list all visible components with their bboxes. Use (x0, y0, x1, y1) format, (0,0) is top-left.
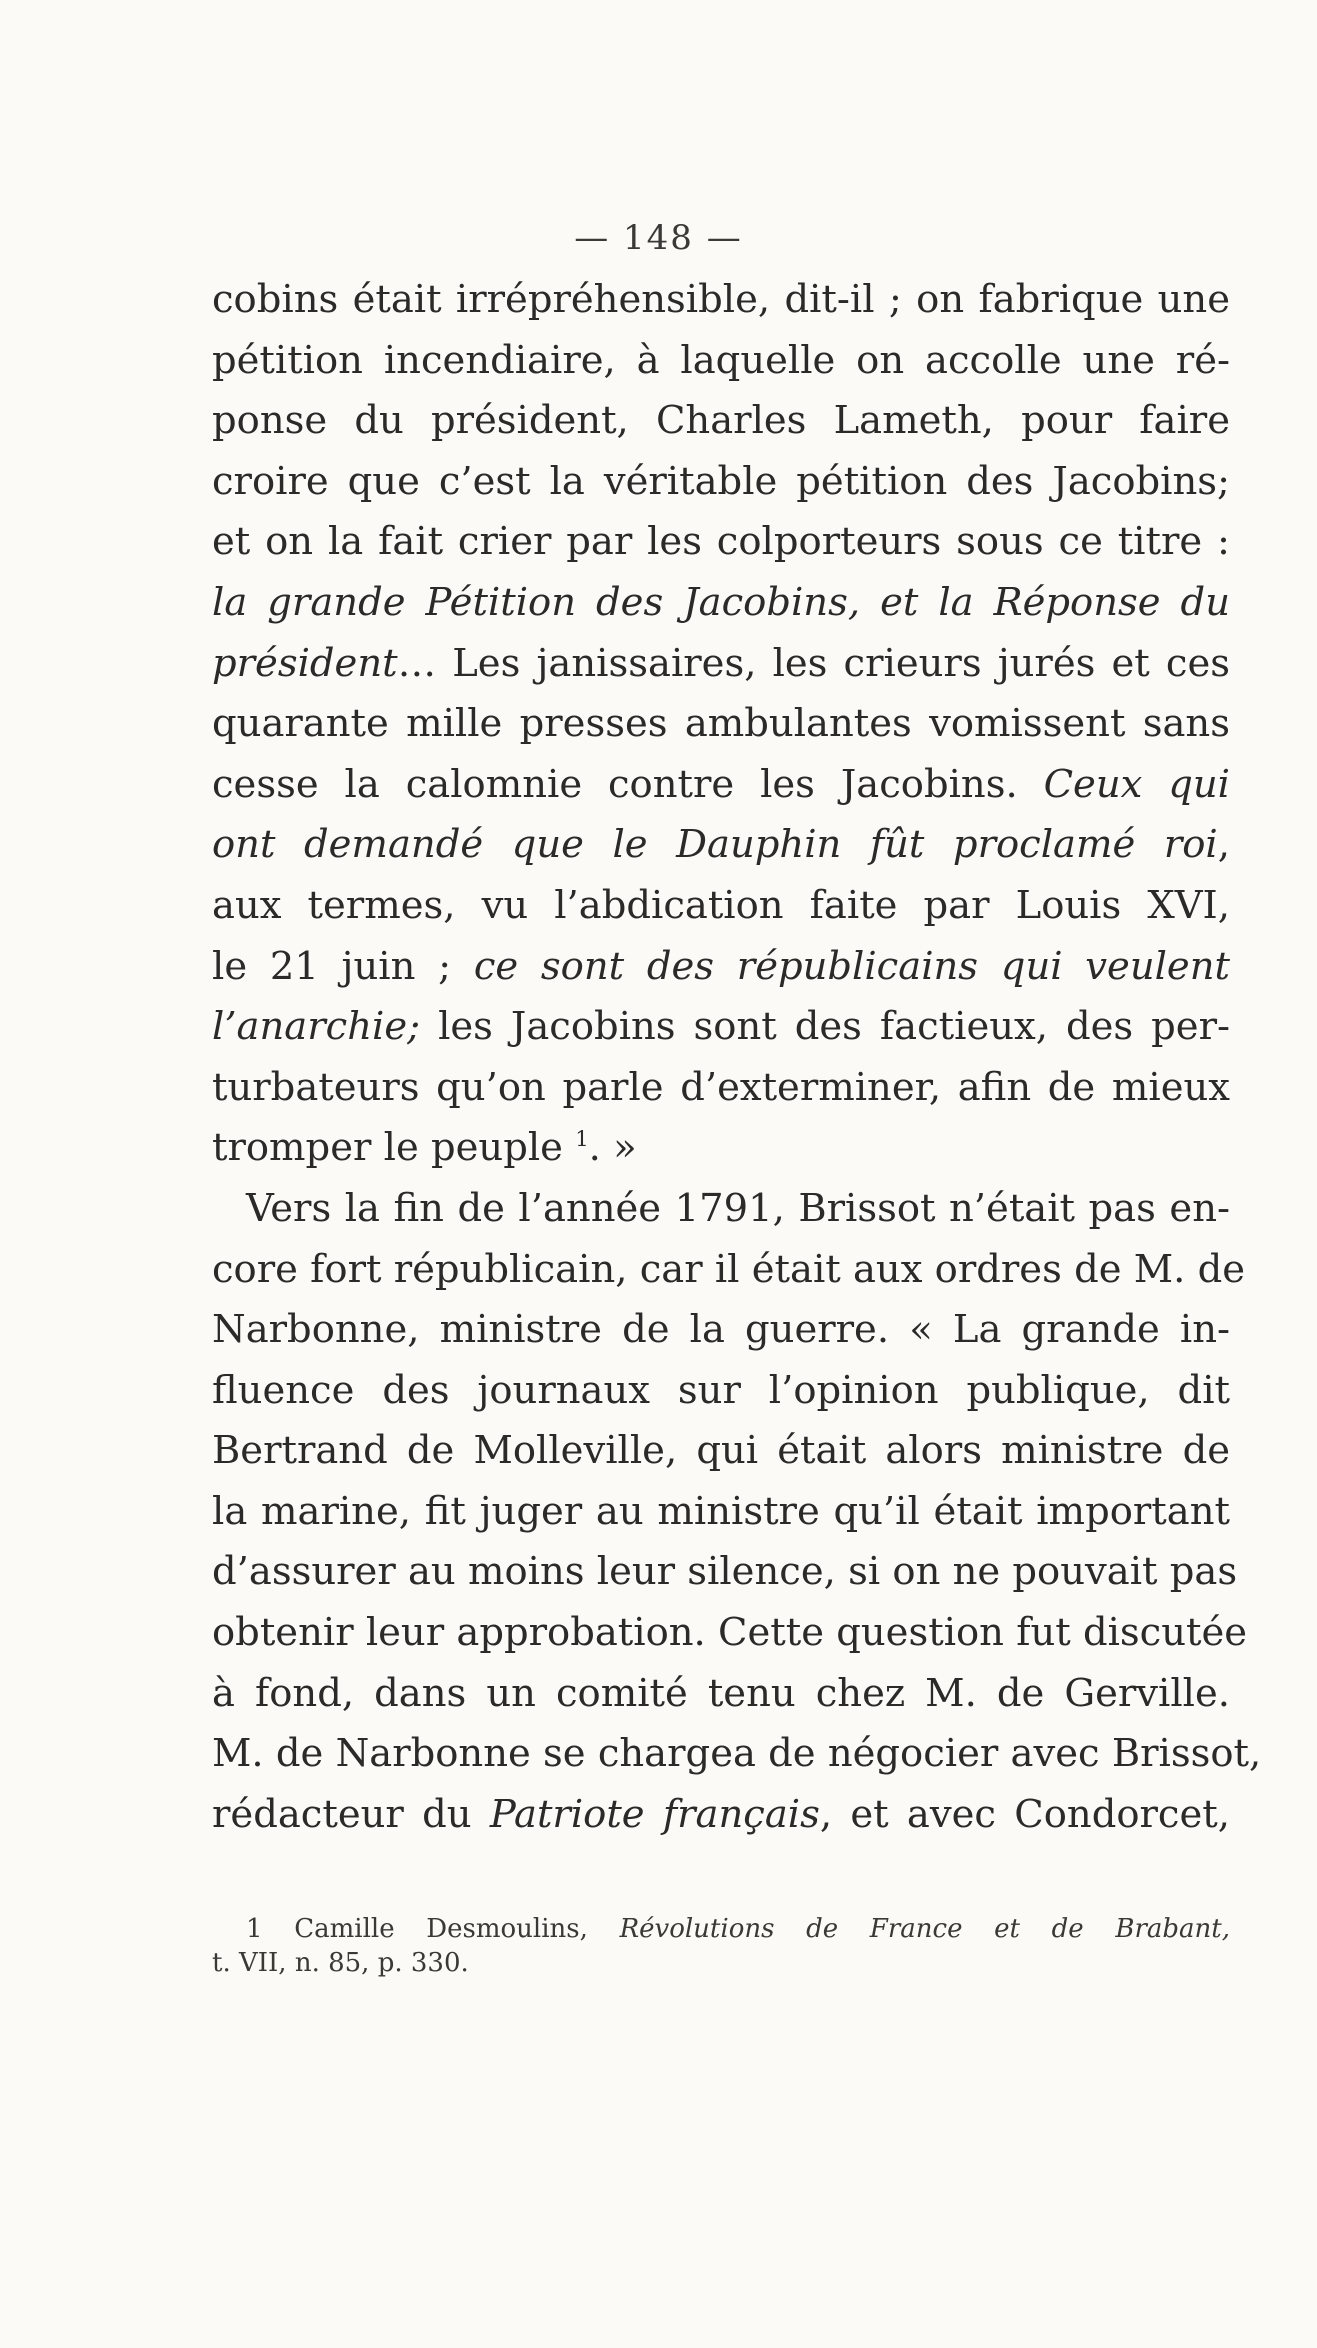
text-line (212, 755, 1230, 816)
text-run: quarante mille presses ambulantes vomissent sans (212, 701, 1230, 747)
footnote-line (212, 1912, 1230, 1946)
text-run: obtenir leur approbation. Cette question fut discutée (212, 1610, 1248, 1656)
text-run: , et avec Condorcet, (819, 1791, 1230, 1837)
text-line (212, 1118, 1230, 1179)
italic-text: Révolutions de France et de Brabant, (619, 1914, 1230, 1944)
text-run: à fond, dans un comité tenu chez M. de Gerville. (212, 1670, 1230, 1716)
text-line (212, 997, 1230, 1058)
text-run: et on la fait crier par les colporteurs sous ce titre : (212, 519, 1230, 565)
text-run: les Jacobins sont des factieux, des per- (420, 1004, 1230, 1050)
text-run: ponse du président, Charles Lameth, pour faire (212, 398, 1230, 444)
text-run: d’assurer au moins leur silence, si on ne pouvait pas (212, 1549, 1238, 1595)
text-run: . » (588, 1125, 637, 1171)
text-line (212, 1240, 1246, 1301)
text-line (212, 1361, 1230, 1422)
text-line (212, 573, 1230, 634)
text-run: tromper le peuple (212, 1125, 576, 1171)
italic-text: l’anarchie; (212, 1004, 421, 1050)
text-line (212, 1542, 1238, 1603)
text-line (212, 1482, 1230, 1543)
text-run: Bertrand de Molleville, qui était alors ministre de (212, 1428, 1230, 1474)
text-run: Narbonne, ministre de la guerre. « La grande in- (212, 1307, 1230, 1353)
text-line (212, 1664, 1230, 1725)
text-run: le 21 juin ; (212, 943, 474, 989)
text-run: , (1217, 822, 1230, 868)
text-run: fluence des journaux sur l’opinion publique, dit (212, 1367, 1230, 1413)
text-run: rédacteur du (212, 1791, 490, 1837)
page-number: — 148 — (574, 218, 743, 258)
text-line (212, 1603, 1248, 1664)
italic-text: Ceux qui (1043, 761, 1230, 807)
text-line (212, 634, 1230, 695)
text-line (212, 1785, 1230, 1846)
text-line (212, 937, 1230, 998)
text-run: … Les janissaires, les crieurs jurés et ces (397, 640, 1230, 686)
text-line (212, 1179, 1230, 1240)
text-line (212, 1300, 1230, 1361)
text-run: 1 Camille Desmoulins, (246, 1914, 620, 1944)
text-run: M. de Narbonne se chargea de négocier avec Brissot, (212, 1731, 1262, 1777)
text-line (212, 1421, 1230, 1482)
text-line (212, 876, 1230, 937)
text-line (212, 1724, 1262, 1785)
text-line (212, 331, 1230, 392)
italic-text: ont demandé que le Dauphin fût proclamé roi (212, 822, 1218, 868)
text-run: aux termes, vu l’abdication faite par Louis XVI, (212, 882, 1230, 928)
footnotes (212, 1912, 1230, 1980)
text-run: croire que c’est la véritable pétition des Jacobins; (212, 458, 1230, 504)
italic-text: président (212, 640, 398, 686)
text-line (212, 1058, 1230, 1119)
italic-text: Patriote français (489, 1791, 820, 1837)
footnote-line (212, 1946, 1230, 1980)
text-line (212, 391, 1230, 452)
text-run: turbateurs qu’on parle d’exterminer, afin de mieux (212, 1064, 1230, 1110)
text-line (212, 815, 1230, 876)
italic-text: la grande Pétition des Jacobins, et la Réponse du (212, 579, 1230, 625)
text-line (212, 452, 1230, 513)
text-run: Vers la fin de l’année 1791, Brissot n’était pas en- (246, 1185, 1230, 1231)
text-run: la marine, fit juger au ministre qu’il était important (212, 1488, 1230, 1534)
text-run: t. VII, n. 85, p. 330. (212, 1948, 469, 1978)
footnote-ref: 1 (575, 1126, 589, 1152)
text-line (212, 270, 1230, 331)
text-line (212, 694, 1230, 755)
text-line (212, 512, 1230, 573)
text-run: cobins était irrépréhensible, dit-il ; on fabrique une (212, 277, 1230, 322)
italic-text: ce sont des républicains qui veulent (473, 943, 1230, 989)
text-run: pétition incendiaire, à laquelle on accolle une ré- (212, 337, 1230, 383)
text-run: core fort républicain, car il était aux ordres de M. de (212, 1246, 1246, 1292)
text-run: cesse la calomnie contre les Jacobins. (212, 761, 1044, 807)
body-text (212, 270, 1262, 1845)
